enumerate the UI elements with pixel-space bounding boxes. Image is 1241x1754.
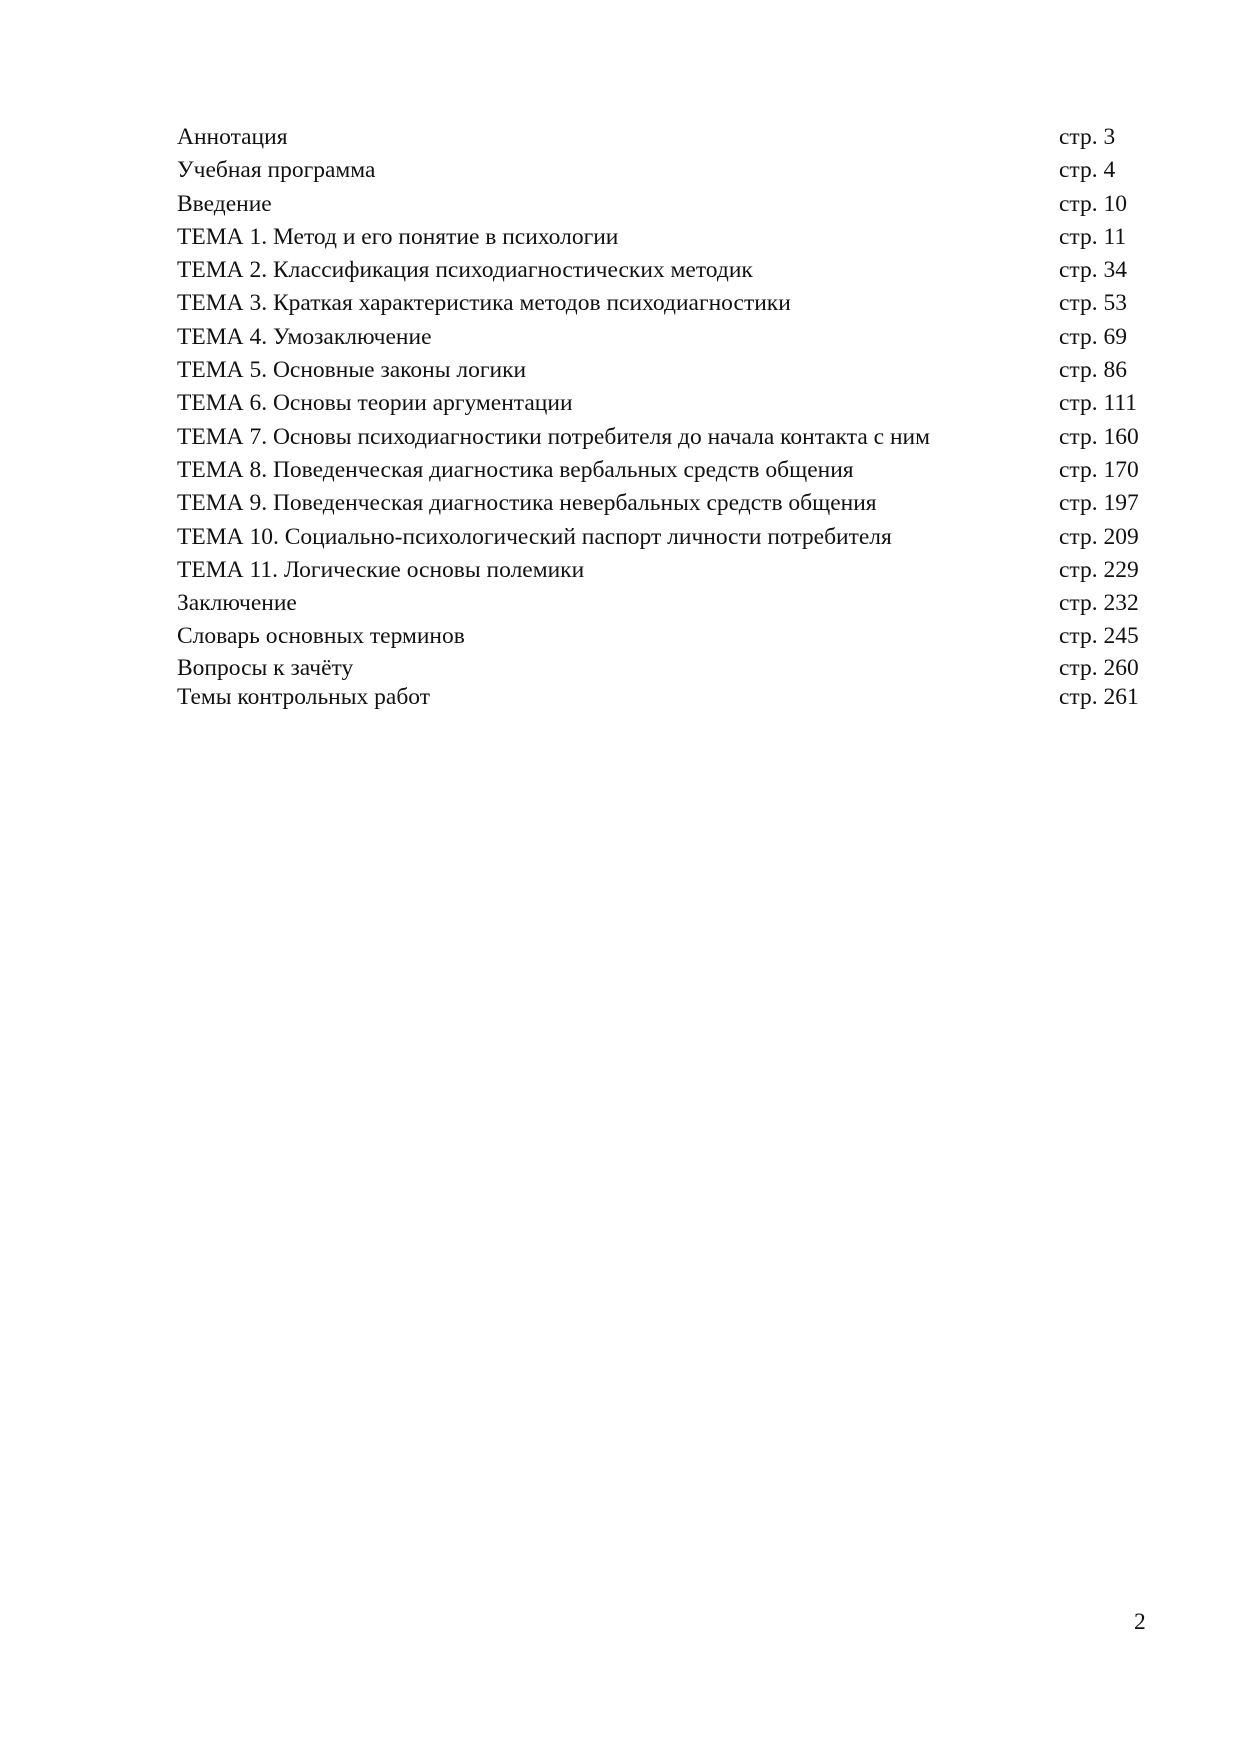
toc-entry bbox=[177, 321, 1177, 354]
toc-entry bbox=[177, 121, 1177, 154]
toc-entry-page: стр. 86 bbox=[1059, 357, 1127, 384]
toc-entry bbox=[177, 654, 1177, 683]
toc-entry-title: Учебная программа bbox=[177, 157, 376, 184]
toc-entry bbox=[177, 421, 1177, 454]
toc-entry-title: Словарь основных терминов bbox=[177, 623, 465, 650]
toc-entry-page: стр. 111 bbox=[1059, 390, 1137, 417]
toc-entry bbox=[177, 287, 1177, 320]
toc-entry-page: стр. 160 bbox=[1059, 423, 1139, 450]
toc-entry-page: стр. 69 bbox=[1059, 323, 1127, 350]
toc-entry-title: Аннотация bbox=[177, 124, 288, 150]
toc-entry-title: ТЕМА 5. Основные законы логики bbox=[177, 357, 527, 384]
toc-entry bbox=[177, 487, 1177, 520]
page-number: 2 bbox=[1134, 1609, 1146, 1635]
toc-entry bbox=[177, 454, 1177, 487]
toc-entry bbox=[177, 620, 1177, 653]
toc-entry-page: стр. 10 bbox=[1059, 190, 1127, 217]
toc-entry bbox=[177, 554, 1177, 587]
toc-entry-page: стр. 170 bbox=[1059, 456, 1139, 483]
toc-entry bbox=[177, 254, 1177, 287]
toc-entry bbox=[177, 154, 1177, 187]
toc-entry bbox=[177, 354, 1177, 387]
toc-entry bbox=[177, 521, 1177, 554]
toc-entry-title: ТЕМА 7. Основы психодиагностики потребителя до начала контакта с ним bbox=[177, 423, 930, 450]
toc-entry-title: ТЕМА 11. Логические основы полемики bbox=[177, 556, 585, 583]
toc-entry-title: Темы контрольных работ bbox=[177, 683, 431, 710]
toc-entry-page: стр. 34 bbox=[1059, 257, 1127, 284]
toc-entry-page: стр. 260 bbox=[1059, 654, 1139, 681]
toc-entry-title: Вопросы к зачёту bbox=[177, 654, 354, 681]
toc-entry-page: стр. 209 bbox=[1059, 523, 1139, 550]
toc-entry-title: ТЕМА 4. Умозаключение bbox=[177, 323, 432, 350]
toc-entry-title: Заключение bbox=[177, 590, 297, 617]
toc-entry-page: стр. 4 bbox=[1059, 157, 1116, 184]
toc-entry-page: стр. 53 bbox=[1059, 290, 1127, 317]
toc-entry-title: ТЕМА 3. Краткая характеристика методов психодиагностики bbox=[177, 290, 791, 317]
toc-entry bbox=[177, 188, 1177, 221]
toc-entry-page: стр. 197 bbox=[1059, 490, 1139, 517]
toc-entry-page: стр. 261 bbox=[1059, 683, 1139, 710]
toc-entry bbox=[177, 683, 1177, 712]
toc-entry bbox=[177, 221, 1177, 254]
toc-entry-page: стр. 11 bbox=[1059, 223, 1127, 250]
toc-entry-title: ТЕМА 2. Классификация психодиагностических методик bbox=[177, 257, 753, 284]
toc-entry-page: стр. 3 bbox=[1059, 124, 1116, 150]
toc-entry-page: стр. 229 bbox=[1059, 556, 1139, 583]
toc-entry-title: ТЕМА 6. Основы теории аргументации bbox=[177, 390, 573, 417]
toc-entry-title: ТЕМА 8. Поведенческая диагностика вербальных средств общения bbox=[177, 456, 854, 483]
toc-entry-title: ТЕМА 9. Поведенческая диагностика невербальных средств общения bbox=[177, 490, 877, 517]
toc-entry-title: Введение bbox=[177, 190, 272, 217]
toc-entry-page: стр. 232 bbox=[1059, 590, 1139, 617]
toc-entry-title: ТЕМА 1. Метод и его понятие в психологии bbox=[177, 223, 619, 250]
toc-entry bbox=[177, 387, 1177, 420]
toc-entry-page: стр. 245 bbox=[1059, 623, 1139, 650]
toc-entry bbox=[177, 587, 1177, 620]
toc-entry-title: ТЕМА 10. Социально-психологический паспорт личности потребителя bbox=[177, 523, 892, 550]
table-of-contents bbox=[177, 121, 1177, 712]
